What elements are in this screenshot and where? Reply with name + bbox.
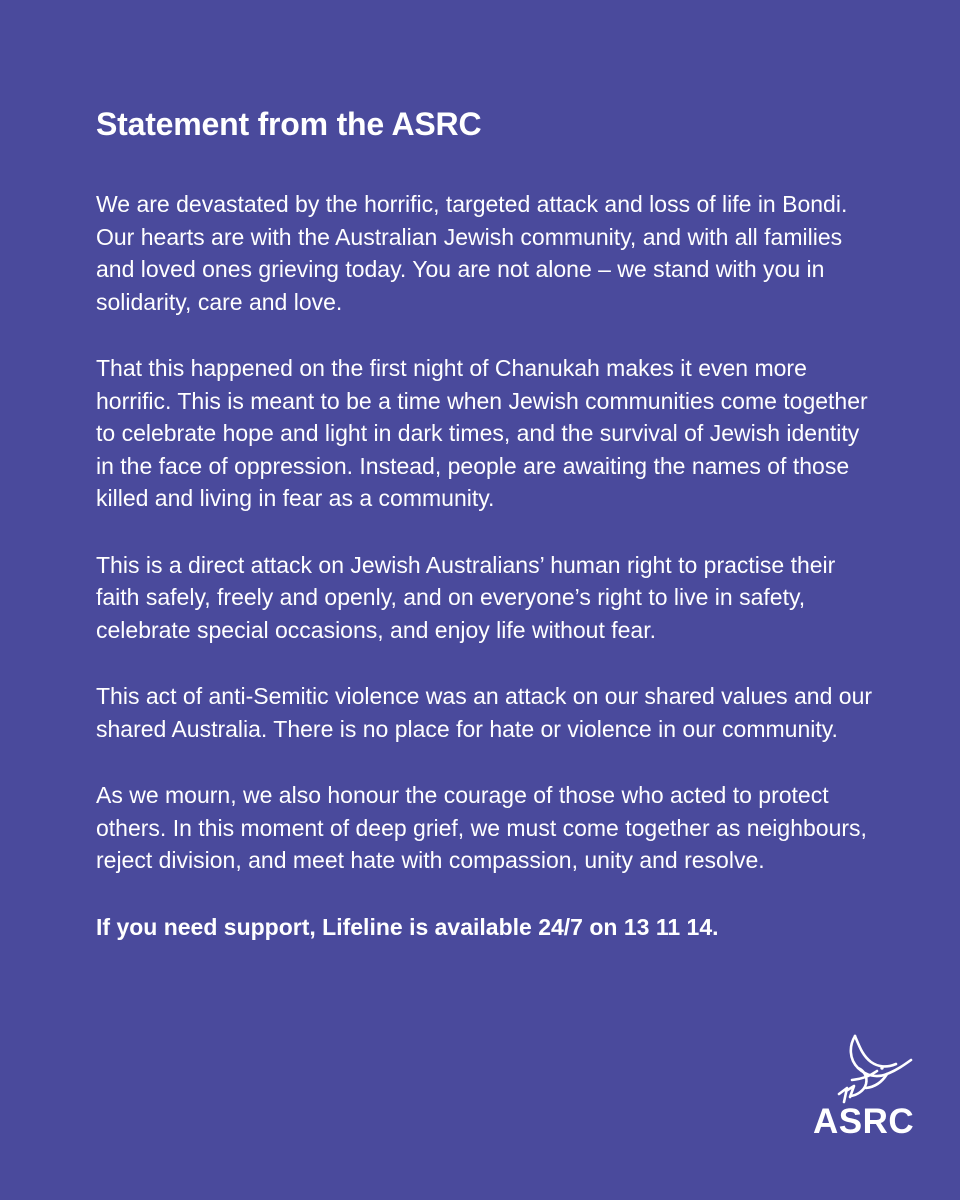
statement-paragraph-4: This act of anti-Semitic violence was an attack on our shared values and our shared Australia. There is no place for hate or violence in our community.	[96, 683, 873, 742]
statement-content	[96, 104, 876, 943]
dove-hands-icon	[835, 1034, 913, 1104]
statement-paragraph-3: This is a direct attack on Jewish Australians’ human right to practise their faith safely, freely and openly, and on everyone’s right to live in safety, celebrate special occasions, and enjoy life without fear.	[96, 551, 836, 643]
asrc-logo-text: ASRC	[813, 1102, 915, 1141]
statement-paragraph-5: As we mourn, we also honour the courage of those who acted to protect others. In this moment of deep grief, we must come together as neighbours, reject division, and meet hate with compassion, unity and resolve.	[96, 782, 867, 873]
statement-paragraph-2: That this happened on the first night of Chanukah makes it even more horrific. This is meant to be a time when Jewish communities come together to celebrate hope and light in dark times, and the survival of Jewish identity in the face of oppression. Instead, people are awaiting the names of those killed and living in fear as a community.	[96, 355, 868, 511]
asrc-logo	[810, 1030, 918, 1144]
statement-title: Statement from the ASRC	[96, 106, 482, 142]
support-message: If you need support, Lifeline is available 24/7 on 13 11 14.	[96, 913, 719, 940]
statement-paragraph-1: We are devastated by the horrific, targeted attack and loss of life in Bondi. Our hearts are with the Australian Jewish community, and with all families and loved ones grieving today. You are not alone – we stand with you in solidarity, care and love.	[96, 191, 848, 315]
